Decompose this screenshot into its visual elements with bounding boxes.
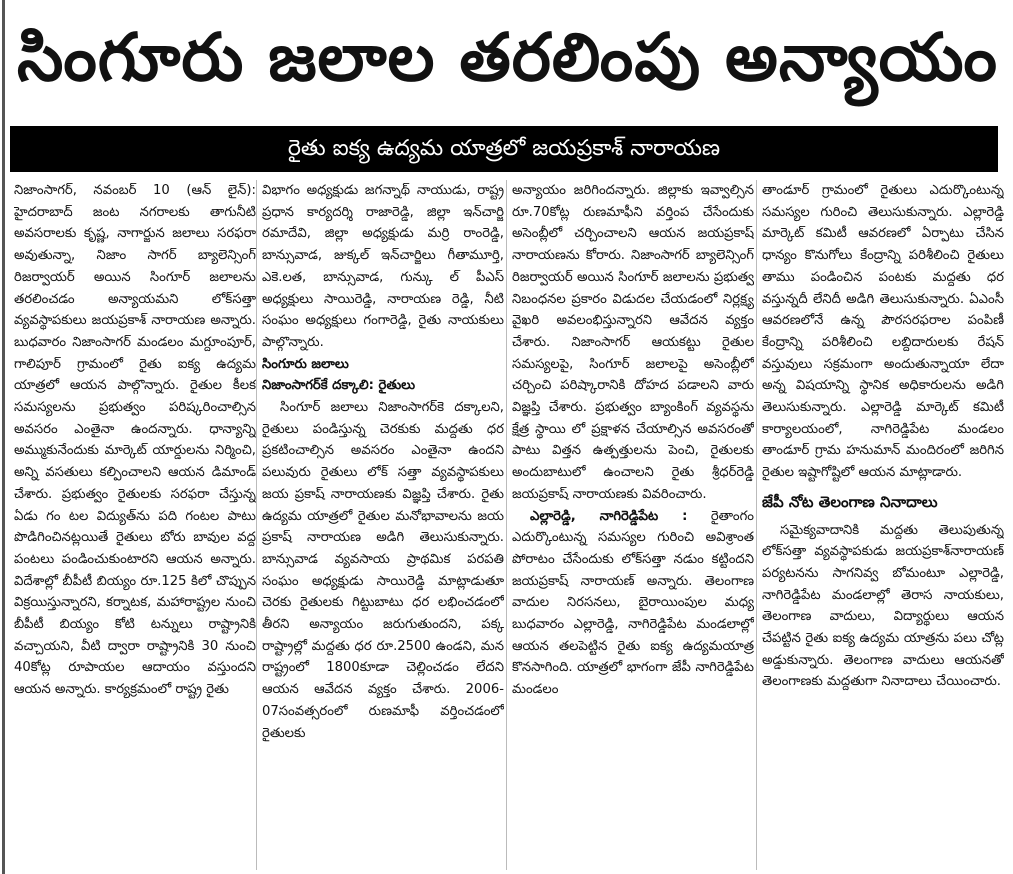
dateline: ఎల్లారెడ్డి, నాగిరెడ్డిపేట : — [530, 508, 688, 524]
column-2-text-a: విభాగం అధ్యక్షుడు జగన్నాథ్ నాయుడు, రాష్ట్ర ప్రధాన కార్యదర్శి రాజారెడ్డి, జిల్లా ఇన్‌చార్జి రమాదేవి, జిల్లా అధ్యక్షుడు మర్రి రాంరెడ్డి, బాన్సువాడ, జుక్కల్ ఇన్‌చార్జిలు గీతామూర్తి, ఎకె.లత, బాన్సువాడ, గున్కు ల్ పీఎస్ అధ్యక్షులు సాయిరెడ్డి, నారాయణ రెడ్డి, నీటి సంఘం అధ్యక్షులు గంగారెడ్డి, రైతు నాయకులు పాల్గొన్నారు. — [262, 183, 504, 350]
column-4-text-a: తాండూర్ గ్రామంలో రైతులు ఎదుర్కొంటున్న సమస్యల గురించి తెలుసుకున్నారు. ఎల్లారెడ్డి మార్కెట్ కమిటీ ఆవరణలో ఏర్పాటు చేసిన ధాన్యం కొనుగోలు కేంద్రాన్ని పరిశీలించి రైతులు తాము పండించిన పంటకు మద్దతు ధర వస్తున్నదీ లేనిదీ అడిగి తెలుసుకున్నారు. ఏఎంసీ ఆవరణలోనే ఉన్న పౌరసరఫరాల పంపిణీ కేంద్రాన్ని పరిశీలించి లబ్దిదారులకు రేషన్ వస్తువులు సక్రమంగా అందుతున్నాయా లేదా అన్న విషయాన్ని స్థానిక అధికారులను అడిగి తెలుసుకున్నారు. ఎల్లారెడ్డి మార్కెట్ కమిటీ కార్యాలయంలో, నాగిరెడ్డిపేట మండలం తాండూర్ గ్రామ హనుమాన్ మందిరంలో జరిగిన రైతుల ఇష్టాగోష్టిలో ఆయన మాట్లాడారు. — [762, 183, 1004, 481]
article-column-1 — [14, 180, 256, 870]
left-margin-rule — [2, 0, 5, 874]
article-column-2 — [262, 180, 504, 870]
column-2-text-b: సింగూర్ జలాలు నిజాంసాగర్‌కె దక్కాలని, రైతులు పండిస్తున్న చెరకుకు మద్దతు ధర ప్రకటించాల్సిన అవసరం ఎంతైనా ఉందని పలువురు రైతులు లోక్ సత్తా వ్యవస్థాపకులు జయ ప్రకాష్ నారాయణకు విజ్ఞప్తి చేశారు. రైతు ఉద్యమ యాత్రలో రైతుల మనోభావాలను జయ ప్రకాష్ నారాయణ అడిగి తెలుసుకున్నారు. బాన్సువాడ వ్యవసాయ ప్రాథమిక పరపతి సంఘం అధ్యక్షుడు సాయిరెడ్డి మాట్లాడుతూ చెరకు రైతులకు గిట్టుబాటు ధర లభించడంలో తీరని అన్యాయం జరుగుతుందని, పక్క రాష్ట్రాల్లో మద్దతు ధర రూ.2500 ఉండని, మన రాష్ట్రంలో 1800కూడా చెల్లించడం లేదని ఆయన ఆవేదన వ్యక్తం చేశారు. 2006-07సంవత్సరంలో రుణమాఫీ వర్తించడంలో రైతులకు — [262, 400, 504, 741]
inline-subheading-1: సింగూరు జలాలు — [262, 356, 349, 372]
column-divider — [756, 180, 757, 870]
column-divider — [256, 180, 257, 870]
column-4-text-b: సమైక్యవాదానికి మద్దతు తెలుపుతున్న లోక్‌సత్తా వ్యవస్థాపకుడు జయప్రకాశ్‌నారాయణ్ పర్యటనను సాగనివ్వ బోమంటూ ఎల్లారెడ్డి, నాగిరెడ్డిపేట మండలాల్లో తెరాస నాయకులు, తెలంగాణ వాదులు, విద్యార్థులు ఆయన చేపట్టిన రైతు ఐక్య ఉద్యమ యాత్రను పలు చోట్ల అడ్డుకున్నారు. తెలంగాణ వాదులు ఆయనతో తెలంగాణకు మద్దతుగా నినాదాలు చేయించారు. — [762, 522, 1004, 690]
article-column-3 — [512, 180, 754, 870]
article-column-4 — [762, 180, 1004, 870]
section-heading: జేపీ నోట తెలంగాణ నినాదాలు — [762, 492, 938, 511]
subheadline-banner: రైతు ఐక్య ఉద్యమ యాత్రలో జయప్రకాశ్ నారాయణ — [10, 126, 998, 172]
column-1-text: నిజాంసాగర్, నవంబర్ 10 (ఆన్ లైన్): హైదరాబాద్ జంట నగరాలకు తాగునీటి అవసరాలకు కృష్ణ, నాగార్జున జలాలు సరఫరా అవుతున్నా, నిజాం సాగర్ బ్యాలెన్సింగ్ రిజర్వాయర్ అయిన సింగూర్ జలాలను తరలించడం అన్యాయమని లోక్‌సత్తా వ్యవస్థాపకులు జయప్రకాశ్ నారాయణ అన్నారు. బుధవారం నిజాంసాగర్ మండలం మగ్దూంపూర్, గాలిపూర్ గ్రామంలో రైతు ఐక్య ఉద్యమ యాత్రలో ఆయన పాల్గొన్నారు. రైతుల కీలక సమస్యలను ప్రభుత్వం పరిష్కరించాల్సిన అవసరం ఎంతైనా ఉందన్నారు. ధాన్యాన్ని అమ్ముకునేందుకు మార్కెట్ యార్డులను నిర్మించి, అన్ని వసతులు కల్పించాలని ఆయన డిమాండ్ చేశారు. ప్రభుత్వం రైతులకు సరఫరా చేస్తున్న ఏడు గం టల విద్యుత్‌ను పది గంటల పాటు పొడిగించినట్లయితే రైతులు బోరు బావుల వద్ద పంటలు పండించుకుంటారని ఆయన అన్నారు. విదేశాల్లో బీపీటీ బియ్యం రూ.125 కిలో చొప్పున విక్రయిస్తున్నారని, కర్నాటక, మహారాష్ట్రల నుంచి బీపీటీ బియ్యం కోటి టన్నులు రాష్ట్రానికి వచ్చాయని, వీటి ద్వారా రాష్ట్రానికి 30 నుంచి 40కోట్ల రూపాయల ఆదాయం వస్తుందని ఆయన అన్నారు. కార్యక్రమంలో రాష్ట్ర రైతు — [14, 183, 256, 698]
column-3-text-a: అన్యాయం జరిగిందన్నారు. జిల్లాకు ఇవ్వాల్సిన రూ.70కోట్ల రుణమాఫీని వర్తింప చేసేందుకు అసెంబ్లీలో చర్చించాలని ఆయన జయప్రకాష్ నారాయణను కోరారు. నిజాంసాగర్ బ్యాలెన్సింగ్ రిజర్వాయర్ అయిన సింగూర్ జలాలను ప్రభుత్వ నిబంధనల ప్రకారం విడుదల చేయడంలో నిర్లక్ష్య వైఖరి అవలంభిస్తున్నారని ఆవేదన వ్యక్తం చేశారు. నిజాంసాగర్ ఆయకట్టు రైతుల సమస్యలపై, సింగూర్ జలాలపై అసెంబ్లీలో చర్చించి పరిష్కారానికి దోహద పడాలని వారు విజ్ఞప్తి చేశారు. ప్రభుత్వం బ్యాంకింగ్ వ్యవస్థను క్షేత్ర స్థాయి లో ప్రక్షాళన చేయాల్సిన అవసరంతో పాటు విత్తన ఉత్పత్తులను పెంచి, రైతులకు అందుబాటులో ఉంచాలని రైతు శ్రీధర్‌రెడ్డి జయప్రకాష్ నారాయణకు వివరించారు. — [512, 183, 754, 502]
column-3-text-b: రైతాంగం ఎదుర్కొంటున్న సమస్యల గురించి అవిశ్రాంత పోరాటం చేసేందుకు లోక్‌సత్తా నడుం కట్టిందని జయప్రకాష్ నారాయణ్ అన్నారు. తెలంగాణ వాదుల నిరసనలు, బైరాయింపుల మధ్య బుధవారం ఎల్లారెడ్డి, నాగిరెడ్డిపేట మండలాల్లో ఆయన తలపెట్టిన రైతు ఐక్య ఉద్యమయాత్ర కొనసాగింది. యాత్రలో భాగంగా జేపీ నాగిరెడ్డిపేట మండలం — [512, 508, 754, 698]
column-divider — [506, 180, 507, 870]
inline-subheading-2: నిజాంసాగర్‌కే దక్కాలి: రైతులు — [262, 378, 416, 394]
headline: సింగూరు జలాల తరలింపు అన్యాయం — [16, 19, 998, 96]
